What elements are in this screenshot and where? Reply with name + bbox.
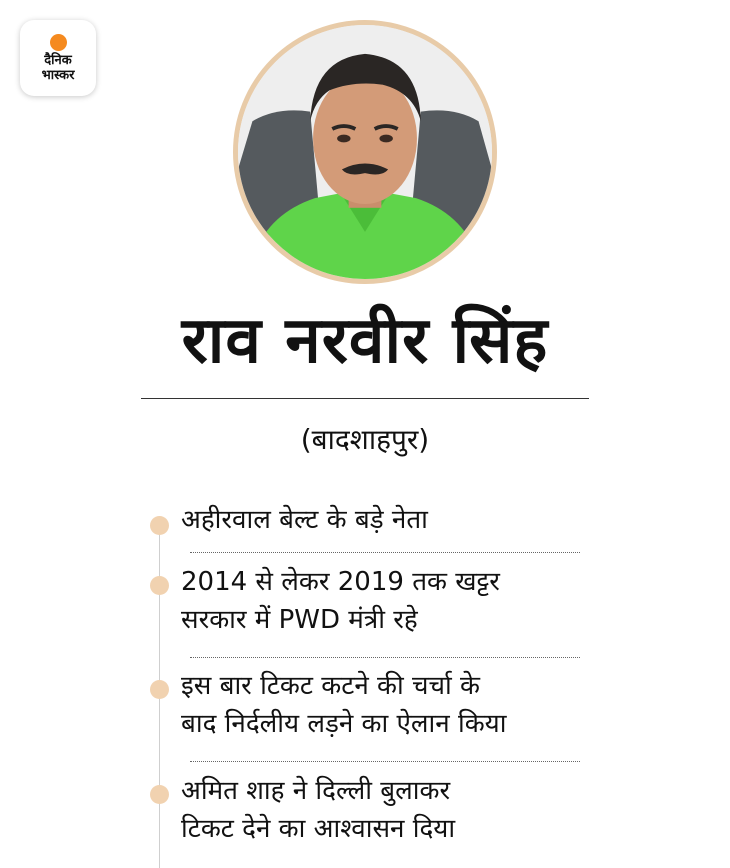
logo-text-line2: भास्कर — [41, 67, 75, 83]
dotted-separator — [190, 657, 580, 658]
dainik-bhaskar-logo — [20, 20, 96, 96]
fact-line: अमित शाह ने दिल्ली बुलाकर — [181, 776, 451, 806]
fact-line: टिकट देने का आश्वासन दिया — [181, 814, 456, 844]
profile-photo — [233, 20, 497, 284]
sun-icon — [50, 34, 67, 51]
divider — [141, 398, 589, 399]
bullet-icon — [150, 785, 169, 804]
person-name: राव नरवीर सिंह — [181, 304, 549, 378]
fact-item — [181, 501, 601, 539]
dotted-separator — [190, 761, 580, 762]
fact-line: सरकार में PWD मंत्री रहे — [181, 605, 418, 635]
fact-line: अहीरवाल बेल्ट के बड़े नेता — [181, 505, 428, 535]
fact-item — [181, 667, 601, 743]
bullet-icon — [150, 576, 169, 595]
logo-text-line1: दैनिक — [44, 52, 72, 68]
fact-line: बाद निर्दलीय लड़ने का ऐलान किया — [181, 709, 507, 739]
fact-item — [181, 563, 601, 639]
constituency: (बादशाहपुर) — [300, 423, 430, 456]
fact-line: 2014 से लेकर 2019 तक खट्टर — [181, 567, 500, 597]
bullet-icon — [150, 516, 169, 535]
bullet-icon — [150, 680, 169, 699]
fact-line: इस बार टिकट कटने की चर्चा के — [181, 671, 480, 701]
fact-item — [181, 772, 601, 848]
dotted-separator — [190, 552, 580, 553]
